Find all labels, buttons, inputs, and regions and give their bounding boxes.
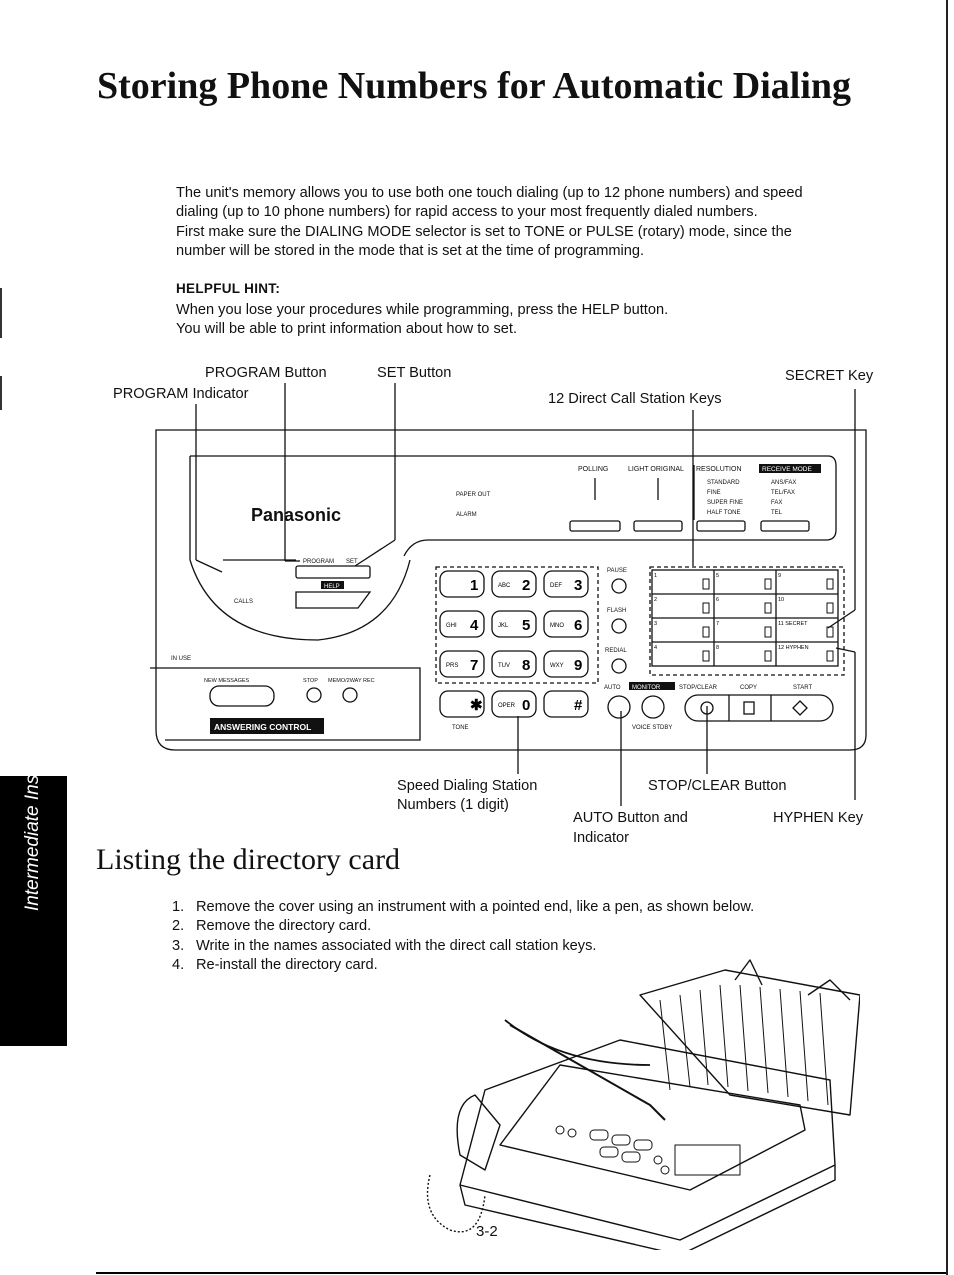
keypad-key-letters: DEF xyxy=(550,583,562,589)
step-text: Write in the names associated with the direct call station keys. xyxy=(196,937,597,954)
keypad-key-digit: 5 xyxy=(522,617,531,634)
intro-line: The unit's memory allows you to use both one touch dialing (up to 12 phone numbers) and speed xyxy=(176,185,803,201)
label-monitor: MONITOR xyxy=(632,685,661,691)
keypad-key[interactable] xyxy=(544,571,588,597)
list-item xyxy=(172,917,754,936)
step-number: 1. xyxy=(172,899,185,915)
step-text: Remove the cover using an instrument with a pointed end, like a pen, as shown below. xyxy=(196,899,755,915)
callout-speed-dialing: Numbers (1 digit) xyxy=(397,797,509,813)
station-key-button[interactable] xyxy=(765,579,771,589)
step-text: Re-install the directory card. xyxy=(196,957,378,974)
keypad-key-letters: WXY xyxy=(550,663,564,669)
station-key-button[interactable] xyxy=(827,579,833,589)
station-key-button[interactable] xyxy=(765,603,771,613)
station-key-label[interactable]: 1 xyxy=(654,573,658,579)
hand xyxy=(505,1020,650,1065)
page-number: 3-2 xyxy=(476,1223,498,1240)
keypad-key-digit: 4 xyxy=(470,617,479,634)
station-key-label[interactable]: 4 xyxy=(654,645,658,651)
callout-direct-call-keys: 12 Direct Call Station Keys xyxy=(548,391,722,407)
page-edge xyxy=(946,0,948,1275)
label-super-fine: SUPER FINE xyxy=(707,500,744,506)
label-set: SET xyxy=(346,559,358,565)
bottom-rule xyxy=(96,1272,948,1274)
label-standard: STANDARD xyxy=(707,480,740,486)
hint-line: When you lose your procedures while programming, press the HELP button. xyxy=(176,302,669,318)
brand-logo: Panasonic xyxy=(251,505,342,525)
label-fine: FINE xyxy=(707,490,721,496)
station-key-button[interactable] xyxy=(827,651,833,661)
step-number: 3. xyxy=(172,937,185,954)
fax-machine-illustration xyxy=(390,955,860,1250)
intro-line: number will be stored in the mode that is set at the time of programming. xyxy=(176,243,645,260)
keypad-key-letters: OPER xyxy=(498,703,516,709)
label-polling: POLLING xyxy=(578,466,609,473)
list-item xyxy=(172,937,754,956)
keypad-key-digit: 9 xyxy=(574,657,583,674)
label-tel: TEL xyxy=(771,510,783,516)
keypad xyxy=(440,571,588,717)
keypad-key[interactable] xyxy=(492,651,536,677)
callout-stop-clear: STOP/CLEAR Button xyxy=(648,778,787,794)
list-item xyxy=(172,898,754,917)
hint-title: HELPFUL HINT: xyxy=(176,281,281,296)
keypad-key[interactable] xyxy=(492,611,536,637)
keypad-key-digit: 6 xyxy=(574,617,583,634)
callout-set-button: SET Button xyxy=(377,365,452,381)
keypad-key-digit: 2 xyxy=(522,577,531,594)
station-key-button[interactable] xyxy=(765,627,771,637)
station-key-label[interactable]: 12 HYPHEN xyxy=(778,645,809,651)
keypad-key[interactable] xyxy=(544,691,588,717)
binding-mark xyxy=(0,376,2,410)
intro-line: First make sure the DIALING MODE selector is set to TONE or PULSE (rotary) mode, since the xyxy=(176,223,792,240)
binding-mark xyxy=(0,288,2,338)
label-stop-clear: STOP/CLEAR xyxy=(679,685,717,691)
keypad-key-letters: ABC xyxy=(498,583,511,589)
callout-program-indicator: PROGRAM Indicator xyxy=(113,386,249,402)
keypad-key-digit: 8 xyxy=(522,657,531,674)
label-memo-rec: MEMO/2WAY REC xyxy=(328,678,375,684)
step-number: 4. xyxy=(172,957,185,974)
label-tone: TONE xyxy=(452,725,469,731)
label-stop: STOP xyxy=(303,678,318,684)
keypad-key[interactable] xyxy=(492,691,536,717)
keypad-key[interactable] xyxy=(440,651,484,677)
station-key-label[interactable]: 10 xyxy=(778,597,785,603)
keypad-key[interactable] xyxy=(440,611,484,637)
intro-line: dialing (up to 10 phone numbers) for rapid access to your most frequently dialed numbers. xyxy=(176,204,758,221)
station-key-button[interactable] xyxy=(703,651,709,661)
label-voice-stdby: VOICE STDBY xyxy=(632,725,673,731)
keypad-key[interactable] xyxy=(492,571,536,597)
label-fax: FAX xyxy=(771,500,783,506)
keypad-key-digit: 0 xyxy=(522,697,531,714)
label-alarm: ALARM xyxy=(456,512,477,518)
handset xyxy=(457,1095,500,1170)
label-flash: FLASH xyxy=(607,608,627,614)
station-key-button[interactable] xyxy=(765,651,771,661)
step-text: Remove the directory card. xyxy=(196,918,372,935)
label-ans-fax: ANS/FAX xyxy=(771,480,797,486)
label-calls: CALLS xyxy=(234,599,254,605)
keypad-key-digit: ✱ xyxy=(470,697,483,714)
station-key-label[interactable]: 2 xyxy=(654,597,658,603)
label-resolution: RESOLUTION xyxy=(696,466,742,473)
label-half-tone: HALF TONE xyxy=(707,510,741,516)
station-key-label[interactable]: 7 xyxy=(716,621,720,627)
hint-line: You will be able to print information about how to set. xyxy=(176,321,518,338)
callout-program-button: PROGRAM Button xyxy=(205,365,327,381)
panel-outline xyxy=(156,430,866,750)
keypad-key-letters: GHI xyxy=(446,623,457,629)
callout-speed-dialing: Speed Dialing Station xyxy=(397,778,538,794)
keypad-key-letters: JKL xyxy=(498,623,509,629)
station-key-button[interactable] xyxy=(703,627,709,637)
station-key-label[interactable]: 8 xyxy=(716,645,720,651)
keypad-key-digit: 1 xyxy=(470,577,479,594)
label-program: PROGRAM xyxy=(303,559,335,565)
callout-auto-button: AUTO Button and xyxy=(573,810,688,826)
station-key-button[interactable] xyxy=(827,603,833,613)
station-key-label[interactable]: 6 xyxy=(716,597,720,603)
label-pause: PAUSE xyxy=(607,568,627,574)
keypad-key-letters: MNO xyxy=(550,623,564,629)
keypad-key-digit: 7 xyxy=(470,657,479,674)
label-receive-mode: RECEIVE MODE xyxy=(762,466,812,473)
section-title: Listing the directory card xyxy=(96,843,401,876)
label-redial: REDIAL xyxy=(605,648,627,654)
keypad-key[interactable] xyxy=(440,691,484,717)
station-key-label[interactable]: 5 xyxy=(716,573,720,579)
keypad-key-digit: # xyxy=(574,697,583,714)
callout-hyphen-key: HYPHEN Key xyxy=(773,810,864,826)
station-key-label[interactable]: 9 xyxy=(778,573,782,579)
station-key-button[interactable] xyxy=(703,579,709,589)
keypad-key-digit: 3 xyxy=(574,577,583,594)
label-in-use: IN USE xyxy=(171,656,192,662)
display-arc xyxy=(190,560,410,640)
label-copy: COPY xyxy=(740,685,758,691)
station-key-label[interactable]: 3 xyxy=(654,621,658,627)
keypad-key-letters: PRS xyxy=(446,663,459,669)
label-start: START xyxy=(793,685,813,691)
station-key-button[interactable] xyxy=(703,603,709,613)
label-help: HELP xyxy=(324,584,340,590)
label-tel-fax: TEL/FAX xyxy=(771,490,796,496)
callout-secret-key: SECRET Key xyxy=(785,368,874,384)
keypad-key[interactable] xyxy=(440,571,484,597)
station-key-label[interactable]: 11 SECRET xyxy=(778,621,808,627)
page-title: Storing Phone Numbers for Automatic Dialing xyxy=(97,65,852,107)
label-new-messages: NEW MESSAGES xyxy=(204,678,250,684)
keypad-key-letters: TUV xyxy=(498,663,510,669)
keypad-key[interactable] xyxy=(544,651,588,677)
label-auto: AUTO xyxy=(604,685,621,691)
label-paper-out: PAPER OUT xyxy=(456,492,491,498)
label-answering-control: ANSWERING CONTROL xyxy=(214,722,312,732)
keypad-key[interactable] xyxy=(544,611,588,637)
direct-call-station-keys xyxy=(654,573,833,661)
station-key-button[interactable] xyxy=(827,627,833,637)
step-number: 2. xyxy=(172,918,185,935)
label-light-original: LIGHT ORIGINAL xyxy=(628,466,684,473)
callout-auto-button: Indicator xyxy=(573,830,629,846)
